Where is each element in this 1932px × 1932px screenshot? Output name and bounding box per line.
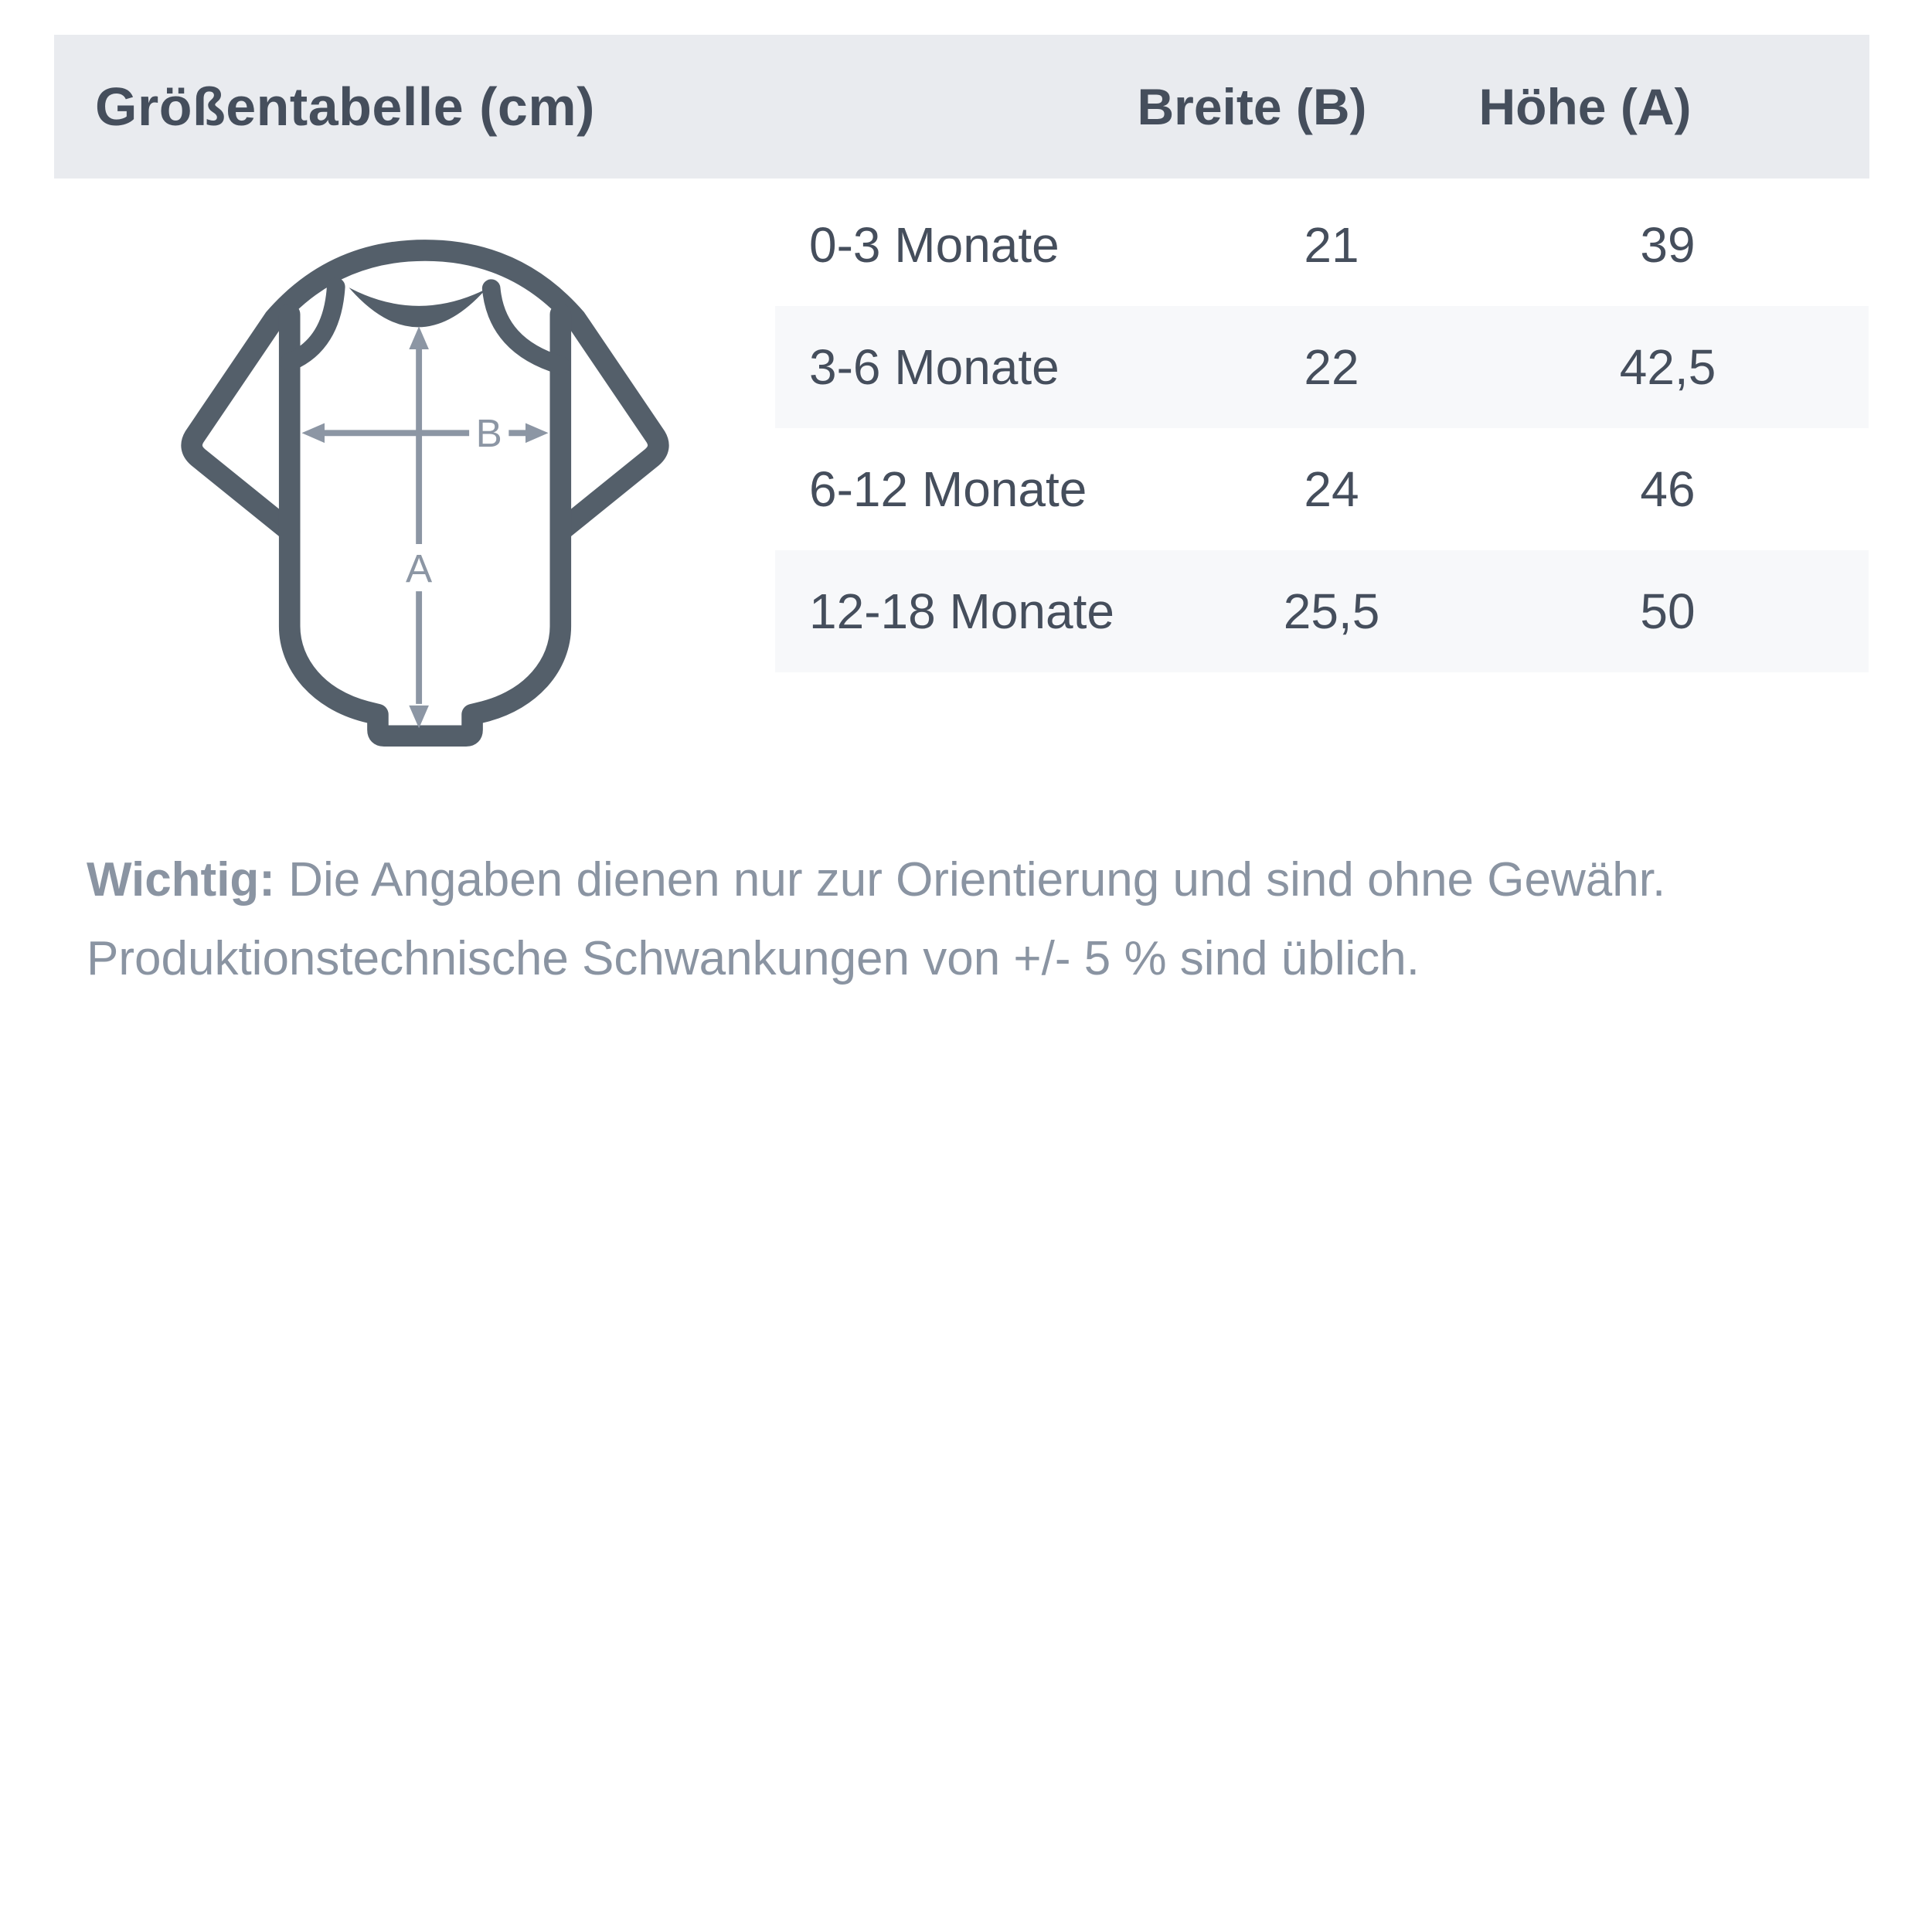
- size-label: 12-18 Monate: [809, 583, 1114, 639]
- table-row: [775, 184, 1869, 306]
- table-row: [775, 550, 1869, 672]
- page-title: Größentabelle (cm): [95, 77, 595, 137]
- width-arrow-label: B: [475, 411, 502, 455]
- table-row: [775, 428, 1869, 550]
- size-table-body: [775, 184, 1869, 672]
- disclaimer-line2: Produktionstechnische Schwankungen von +/- 5 % sind üblich.: [87, 932, 1420, 985]
- size-table-header: [54, 35, 1869, 179]
- breite-value: 22: [1304, 339, 1359, 395]
- breite-value: 21: [1304, 217, 1359, 273]
- hoehe-value: 46: [1640, 461, 1696, 517]
- column-header-breite: Breite (B): [1137, 78, 1367, 135]
- hoehe-value: 42,5: [1619, 339, 1716, 395]
- breite-value: 24: [1304, 461, 1359, 517]
- hoehe-value: 50: [1640, 583, 1696, 639]
- height-arrow-label: A: [406, 546, 433, 591]
- baby-bodysuit-diagram: [174, 238, 676, 756]
- size-label: 3-6 Monate: [809, 339, 1060, 395]
- disclaimer-line1: Die Angaben dienen nur zur Orientierung und sind ohne Gewähr.: [274, 853, 1666, 906]
- breite-value: 25,5: [1283, 583, 1380, 639]
- disclaimer-note: [87, 841, 1872, 998]
- column-header-hoehe: Höhe (A): [1478, 78, 1692, 135]
- hoehe-value: 39: [1640, 217, 1696, 273]
- size-label: 0-3 Monate: [809, 217, 1060, 273]
- table-row: [775, 306, 1869, 428]
- size-label: 6-12 Monate: [809, 461, 1087, 517]
- disclaimer-label: Wichtig:: [87, 853, 275, 906]
